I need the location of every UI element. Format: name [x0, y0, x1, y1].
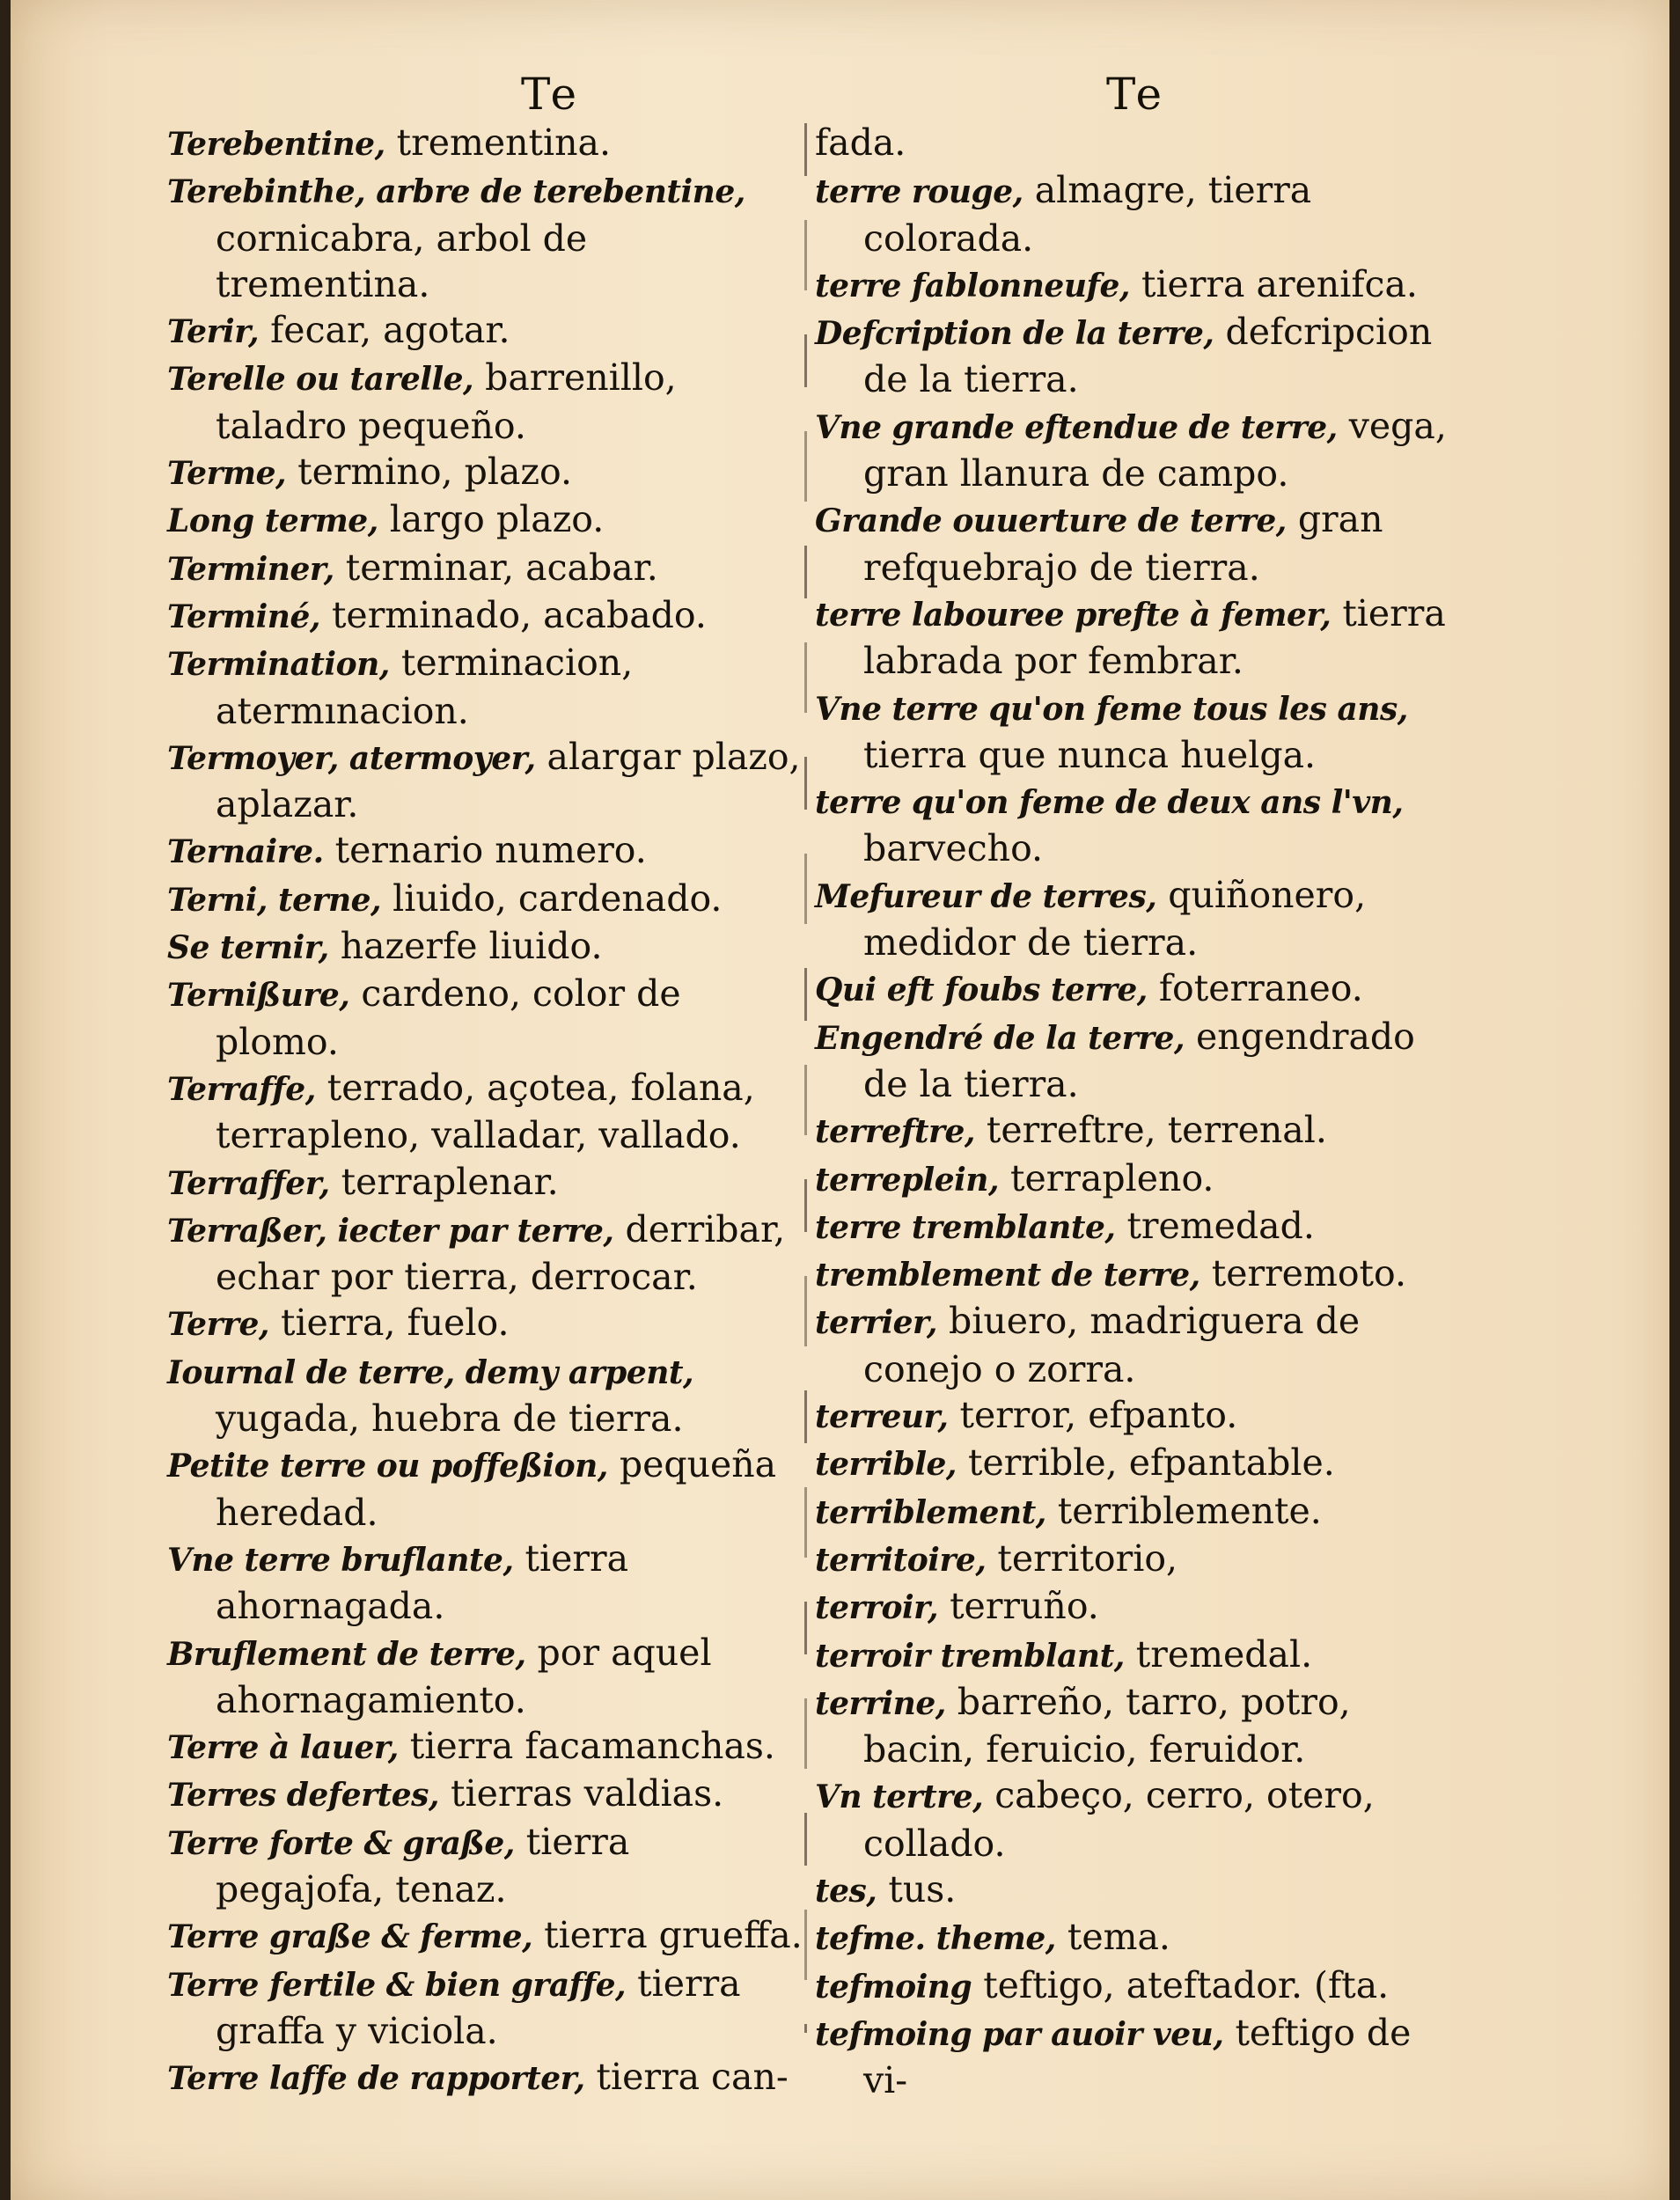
dictionary-entry [167, 307, 805, 355]
entry-gloss: tierra pegajofa, tenaz. [216, 1820, 630, 1910]
entry-headword: Terni, terne, [167, 881, 382, 919]
dictionary-entry [167, 1441, 805, 1536]
entry-gloss: gran refquebrajo de tierra. [863, 498, 1383, 589]
dictionary-entry [815, 1155, 1462, 1203]
dictionary-entry [167, 355, 805, 449]
entry-headword: Termination, [167, 646, 390, 684]
dictionary-entry [167, 1912, 805, 1960]
entry-gloss: terrado, açotea, folana, terrapleno, valladar, vallado. [216, 1066, 755, 1157]
entry-gloss: por aquel ahornagamiento. [216, 1631, 712, 1721]
dictionary-entry [167, 971, 805, 1065]
entry-headword: Vn tertre, [815, 1778, 984, 1816]
dictionary-entry [167, 496, 805, 544]
dictionary-entry [815, 1250, 1462, 1298]
entry-headword: Terraffer, [167, 1164, 330, 1202]
entry-gloss: tierra facamanchas. [398, 1725, 775, 1768]
entry-headword: Grande ouuerture de terre, [815, 502, 1287, 540]
dictionary-entry [815, 261, 1462, 309]
dictionary-entry [167, 1723, 805, 1771]
dictionary-entry [815, 1583, 1462, 1631]
entry-gloss: liuido, cardenado. [381, 876, 723, 920]
dictionary-entry [167, 1536, 805, 1630]
entry-gloss: alargar plazo, aplazar. [216, 735, 801, 826]
entry-gloss: fada. [815, 121, 906, 164]
entry-headword: Terres defertes, [167, 1777, 439, 1815]
entry-gloss: biuero, madriguera de conejo o zorra. [863, 1300, 1361, 1390]
entry-headword: Terminé, [167, 598, 320, 635]
entry-headword: terre rouge, [815, 173, 1023, 211]
right-column [815, 120, 1462, 2103]
entry-gloss: quiñonero, medidor de tierra. [863, 873, 1367, 964]
entry-headword: Terir, [167, 313, 260, 351]
dictionary-entry [815, 309, 1462, 403]
entry-headword: terrible, [815, 1446, 957, 1484]
entry-headword: terre tremblante, [815, 1208, 1116, 1246]
entry-gloss: trementina. [385, 121, 611, 164]
entry-headword: Terraßer, iecter par terre, [167, 1212, 614, 1250]
entry-headword: tremblement de terre, [815, 1257, 1200, 1294]
entry-headword: terreur, [815, 1398, 949, 1436]
entry-gloss: defcripcion de la tierra. [863, 311, 1433, 401]
dictionary-entry [815, 1632, 1462, 1679]
entry-gloss: engendrado de la tierra. [863, 1015, 1415, 1105]
entry-gloss: derribar, echar por tierra, derrocar. [216, 1207, 786, 1299]
entry-gloss: barvecho. [863, 827, 1044, 870]
entry-gloss: terraplenar. [329, 1160, 559, 1203]
dictionary-entry [815, 1772, 1462, 1866]
entry-gloss: terminar, acabar. [334, 546, 658, 589]
dictionary-entry [815, 1392, 1462, 1440]
dictionary-entry [815, 1488, 1462, 1536]
entry-gloss: terrapleno. [999, 1156, 1214, 1199]
entry-gloss: barrenillo, taladro pequeño. [216, 356, 677, 447]
entry-headword: Terre forte & graße, [167, 1824, 515, 1862]
dictionary-entry [167, 1348, 805, 1442]
dictionary-entry [815, 1866, 1462, 1914]
entry-headword: terrine, [815, 1684, 946, 1722]
entry-gloss: terriblemente. [1045, 1489, 1322, 1532]
entry-headword: terreftre, [815, 1113, 975, 1151]
entry-gloss: cornicabra, arbol de trementina. [216, 216, 588, 305]
entry-gloss: tema. [1055, 1916, 1170, 1959]
entry-gloss: tremedal. [1124, 1632, 1313, 1676]
entry-gloss: termino, plazo. [286, 451, 572, 494]
entry-headword: Vne terre qu'on feme tous les ans, [815, 690, 1408, 728]
entry-headword: Mefureur de terres, [815, 877, 1157, 915]
dictionary-entry [167, 1159, 805, 1206]
entry-gloss: cabeço, cerro, otero, collado. [863, 1774, 1375, 1865]
dictionary-entry [815, 167, 1462, 261]
book-page [11, 0, 1669, 2200]
dictionary-entry [167, 923, 805, 971]
entry-gloss: tierras valdias. [438, 1772, 724, 1815]
entry-headword: tes, [815, 1872, 877, 1910]
dictionary-entry [815, 1298, 1462, 1392]
column-divider [804, 123, 807, 2033]
dictionary-entry [167, 876, 805, 923]
entry-gloss: almagre, tierra colorada. [863, 169, 1312, 260]
entry-gloss: largo plazo. [378, 498, 605, 541]
left-running-header: Te [521, 69, 581, 120]
entry-headword: Ternaire. [167, 833, 324, 871]
entry-gloss: territorio, [986, 1536, 1178, 1580]
entry-headword: Terelle ou tarelle, [167, 361, 474, 399]
dictionary-entry [167, 449, 805, 496]
dictionary-entry [815, 1107, 1462, 1155]
dictionary-entry [167, 545, 805, 592]
entry-headword: tefmoing [815, 1968, 972, 2006]
entry-headword: Termoyer, atermoyer, [167, 739, 536, 777]
entry-gloss: tierra grueffa. [532, 1914, 803, 1957]
entry-gloss: pequeña heredad. [216, 1443, 777, 1534]
entry-headword: Terre laffe de rapporter, [167, 2060, 585, 2098]
dictionary-entry [167, 1065, 805, 1159]
entry-gloss: barreño, tarro, potro, bacin, feruicio, feruidor. [863, 1680, 1351, 1771]
dictionary-entry [815, 1014, 1462, 1108]
entry-headword: Terre graße & ferme, [167, 1918, 533, 1956]
dictionary-entry [815, 1962, 1462, 2010]
dictionary-entry [815, 685, 1462, 779]
entry-headword: terre qu'on feme de deux ans l'vn, [815, 784, 1404, 822]
entry-headword: Qui eft foubs terre, [815, 972, 1148, 1009]
entry-headword: Terre, [167, 1306, 269, 1344]
entry-gloss: terreftre, terrenal. [974, 1109, 1327, 1152]
dictionary-entry [815, 872, 1462, 966]
entry-headword: terre labouree prefte à femer, [815, 596, 1332, 634]
entry-gloss: tierra arenifca. [1129, 262, 1418, 305]
entry-headword: Vne terre bruflante, [167, 1541, 514, 1579]
dictionary-entry [815, 1536, 1462, 1583]
entry-headword: Vne grande eftendue de terre, [815, 408, 1338, 446]
dictionary-entry [815, 2010, 1462, 2104]
entry-gloss: terminacion, atermınacion. [216, 642, 634, 732]
dictionary-entry [815, 590, 1462, 685]
entry-headword: terrier, [815, 1304, 937, 1342]
dictionary-entry [167, 1819, 805, 1913]
entry-gloss: terminado, acabado. [319, 593, 707, 636]
entry-gloss: fecar, agotar. [259, 309, 510, 352]
entry-headword: Terebinthe, arbre de terebentine, [167, 173, 745, 211]
entry-headword: terriblement, [815, 1493, 1046, 1531]
entry-gloss: terremoto. [1199, 1252, 1406, 1295]
entry-headword: Se ternir, [167, 929, 329, 967]
entry-gloss: teftigo de vi- [863, 2011, 1412, 2102]
entry-headword: Terraffe, [167, 1070, 316, 1108]
entry-headword: territoire, [815, 1541, 987, 1579]
entry-headword: Terre fertile & bien graffe, [167, 1966, 627, 2004]
entry-headword: Terebentine, [167, 126, 385, 163]
dictionary-entry [167, 734, 805, 828]
entry-gloss: tierra que nunca huelga. [863, 733, 1317, 776]
entry-gloss: tus. [877, 1867, 957, 1910]
entry-headword: Engendré de la terre, [815, 1019, 1185, 1057]
dictionary-entry [167, 640, 805, 734]
dictionary-entry [815, 496, 1462, 590]
entry-gloss: yugada, huebra de tierra. [216, 1397, 684, 1441]
entry-gloss: cardeno, color de plomo. [216, 972, 681, 1063]
entry-headword: tefme. theme, [815, 1920, 1056, 1958]
entry-gloss: tierra can- [584, 2056, 789, 2099]
entry-headword: Bruflement de terre, [167, 1635, 526, 1673]
dictionary-entry [815, 1203, 1462, 1250]
dictionary-entry [167, 1300, 805, 1347]
dictionary-entry [815, 403, 1462, 497]
dictionary-entry [815, 1440, 1462, 1487]
dictionary-entry [167, 1630, 805, 1724]
entry-gloss: tierra labrada por fembrar. [863, 591, 1446, 683]
entry-headword: Long terme, [167, 502, 378, 540]
entry-headword: Defcription de la terre, [815, 315, 1214, 353]
dictionary-entry [815, 1679, 1462, 1773]
dictionary-entry [167, 1771, 805, 1818]
entry-gloss: foterraneo. [1147, 967, 1363, 1010]
dictionary-entry [167, 2054, 805, 2101]
entry-gloss: terror, efpanto. [948, 1394, 1238, 1437]
entry-headword: Terre à lauer, [167, 1729, 399, 1767]
entry-headword: Iournal de terre, demy arpent, [167, 1353, 694, 1391]
entry-gloss: terruño. [938, 1585, 1099, 1628]
dictionary-entry [167, 167, 805, 307]
dictionary-entry [167, 1206, 805, 1301]
entry-headword: Petite terre ou poffeßion, [167, 1448, 608, 1485]
entry-gloss: terrible, efpantable. [956, 1441, 1335, 1485]
entry-gloss: tierra graffa y viciola. [216, 1962, 741, 2052]
entry-headword: terroir tremblant, [815, 1637, 1125, 1675]
entry-headword: terroir, [815, 1589, 939, 1627]
entry-headword: Terminer, [167, 550, 334, 588]
dictionary-entry [815, 778, 1462, 872]
entry-gloss: tierra ahornagada. [216, 1536, 629, 1628]
right-running-header: Te [1106, 69, 1166, 120]
entry-gloss: ternario numero. [323, 829, 647, 872]
entry-headword: terre fablonneufe, [815, 267, 1130, 304]
entry-gloss: hazerfe liuido. [328, 925, 603, 968]
entry-gloss: tremedad. [1115, 1204, 1315, 1247]
dictionary-entry [815, 120, 1462, 167]
entry-gloss: tierra, fuelo. [268, 1302, 510, 1345]
dictionary-entry [167, 1961, 805, 2055]
entry-headword: terreplein, [815, 1161, 1000, 1199]
entry-headword: Ternißure, [167, 977, 350, 1015]
entry-headword: Terme, [167, 455, 287, 493]
dictionary-entry [167, 120, 805, 167]
dictionary-entry [167, 592, 805, 640]
entry-headword: tefmoing par auoir veu, [815, 2015, 1224, 2053]
entry-gloss: teftigo, ateftador. (fta. [972, 1963, 1390, 2006]
entry-gloss: vega, gran llanura de campo. [863, 404, 1447, 495]
left-column [167, 120, 805, 2101]
dictionary-entry [815, 965, 1462, 1013]
dictionary-entry [167, 827, 805, 875]
dictionary-entry [815, 1914, 1462, 1962]
